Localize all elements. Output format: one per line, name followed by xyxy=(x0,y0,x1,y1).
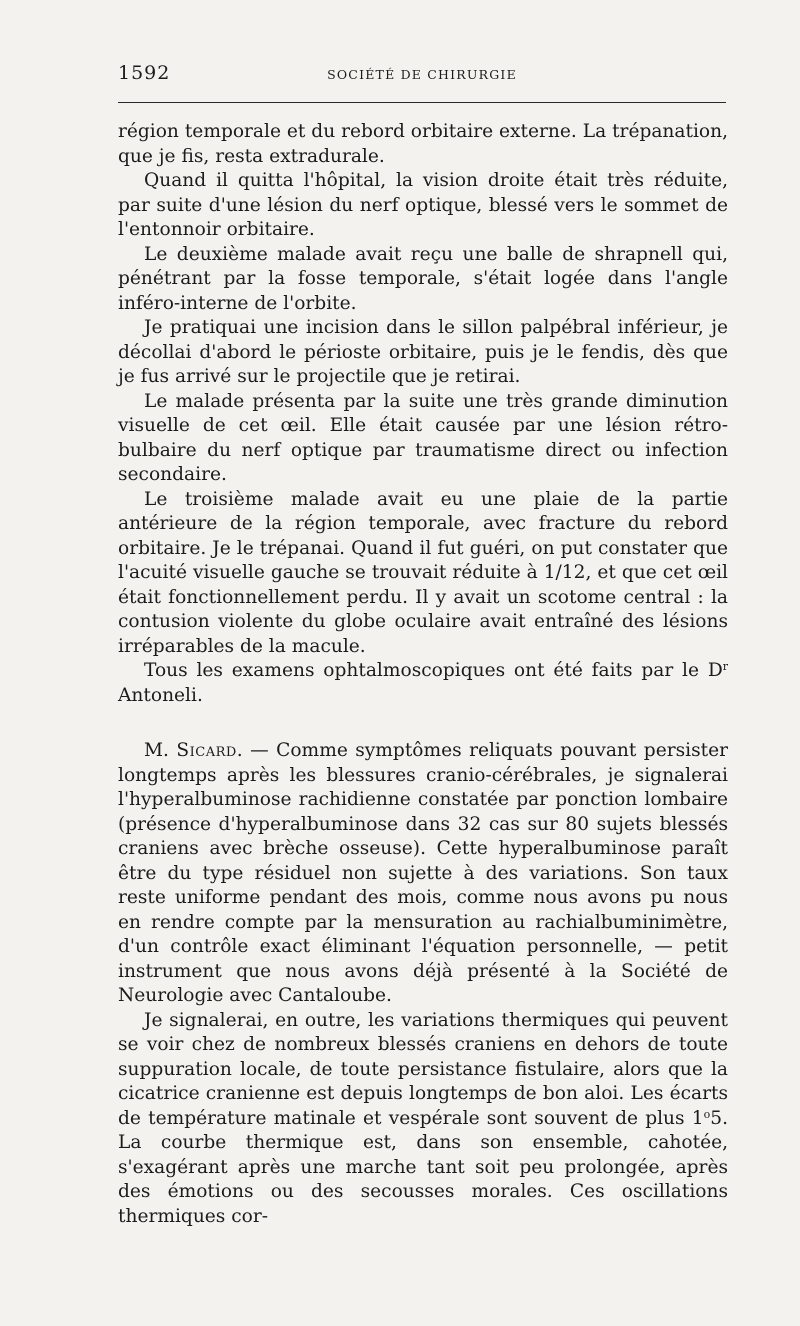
superscript: r xyxy=(722,660,728,673)
paragraph-text: Je signalerai, en outre, les variations thermiques qui peuvent se voir chez de nombreux blessés craniens en dehors de toute suppuration locale, de toute persistance fistulaire, alors que la cicatrice cranienne est depuis longtemps de bon aloi. Les écarts de température matinale et vespérale sont souvent de plus 1 xyxy=(118,1009,728,1129)
text-block-sicard xyxy=(118,739,728,1229)
running-title: SOCIÉTÉ DE CHIRURGIE xyxy=(327,67,517,82)
page-header xyxy=(118,62,726,90)
paragraph xyxy=(118,659,728,708)
paragraph xyxy=(118,739,728,1009)
header-rule xyxy=(118,102,726,103)
paragraph xyxy=(118,1009,728,1230)
page-number: 1592 xyxy=(118,62,171,84)
paragraph: Le deuxième malade avait reçu une balle de shrapnell qui, pénétrant par la fosse temporale, s'était logée dans l'angle inféro-interne de l'orbite. xyxy=(118,243,728,314)
paragraph-text: 5. La courbe thermique est, dans son ensemble, cahotée, s'exagérant après une marche tant soit peu prolongée, après des émotions ou des secousses morales. Ces oscillations thermiques cor- xyxy=(118,1107,728,1227)
superscript: o xyxy=(703,1107,711,1121)
paragraph-text: Tous les examens ophtalmoscopiques ont été faits par le D xyxy=(144,660,723,681)
paragraph: Je pratiquai une incision dans le sillon palpébral inférieur, je décollai d'abord le périoste orbitaire, puis je le fendis, dès que je fus arrivé sur le projectile que je retirai. xyxy=(118,317,728,387)
paragraph: région temporale et du rebord orbitaire externe. La trépanation, que je fis, resta extradurale. xyxy=(118,121,728,167)
paragraph: Le troisième malade avait eu une plaie de la partie antérieure de la région temporale, avec fracture du rebord orbitaire. Je le trépanai. Quand il fut guéri, on put constater que l'acuité visuelle gauche se trouvait réduite à 1/12, et que cet œil était fonctionnellement perdu. Il y avait un scotome central : la contusion violente du globe oculaire avait entraîné des lésions irréparables de la macule. xyxy=(118,488,728,657)
paragraph: Le malade présenta par la suite une très grande diminution visuelle de cet œil. Elle était causée par une lésion rétro-bulbaire du nerf optique par traumatisme direct ou infection secondaire. xyxy=(118,390,728,485)
text-block-continuation xyxy=(118,120,728,708)
paragraph: Quand il quitta l'hôpital, la vision droite était très réduite, par suite d'une lésion du nerf optique, blessé vers le sommet de l'entonnoir orbitaire. xyxy=(118,170,728,240)
speaker-prefix: M. xyxy=(144,740,177,761)
speaker-name: Sicard xyxy=(176,740,237,761)
paragraph-text: . — Comme symptômes reliquats pouvant persister longtemps après les blessures cranio-cérébrales, je signalerai l'hyperalbuminose rachidienne constatée par ponction lombaire (présence d'hyperalbuminose dans 32 cas sur 80 sujets blessés craniens avec brèche osseuse). Cette hyperalbuminose paraît être du type résiduel non sujette à des variations. Son taux reste uniforme pendant des mois, comme nous avons pu nous en rendre compte par la mensuration au rachialbuminimètre, d'un contrôle exact éliminant l'équation personnelle, — petit instrument que nous avons déjà présenté à la Société de Neurologie avec Cantaloube. xyxy=(118,740,728,1006)
paragraph-text: Antoneli. xyxy=(118,684,203,706)
